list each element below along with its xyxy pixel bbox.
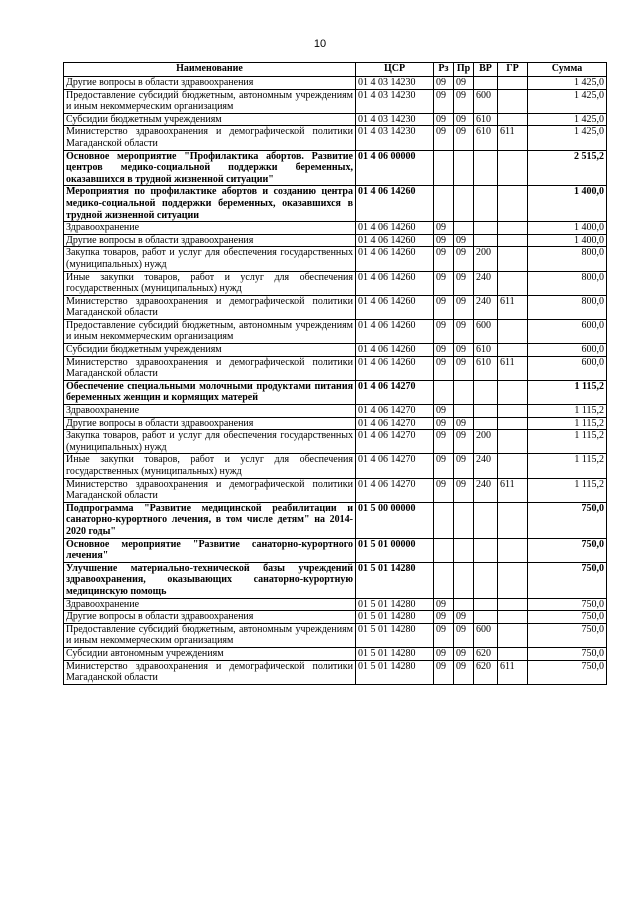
cell-name: Основное мероприятие "Развитие санаторно-курортного лечения" bbox=[64, 538, 356, 562]
cell-name: Другие вопросы в области здравоохранения bbox=[64, 234, 356, 247]
cell-gr bbox=[498, 623, 528, 647]
header-rz: Рз bbox=[434, 63, 454, 77]
cell-sum: 750,0 bbox=[528, 660, 607, 684]
cell-name: Субсидии бюджетным учреждениям bbox=[64, 344, 356, 357]
cell-sum: 750,0 bbox=[528, 611, 607, 624]
cell-pr: 09 bbox=[454, 660, 474, 684]
cell-vr bbox=[474, 598, 498, 611]
cell-name: Министерство здравоохранения и демографической политики Магаданской области bbox=[64, 660, 356, 684]
cell-name: Основное мероприятие "Профилактика абортов. Развитие центров медико-социальной поддержки беременных, оказавшихся в трудной жизненной ситуации" bbox=[64, 150, 356, 186]
cell-sum: 750,0 bbox=[528, 562, 607, 598]
cell-pr: 09 bbox=[454, 234, 474, 247]
cell-rz bbox=[434, 186, 454, 222]
cell-vr: 600 bbox=[474, 89, 498, 113]
cell-gr: 611 bbox=[498, 356, 528, 380]
cell-rz: 09 bbox=[434, 89, 454, 113]
cell-csr: 01 4 03 14230 bbox=[356, 77, 434, 90]
cell-pr: 09 bbox=[454, 89, 474, 113]
cell-csr: 01 5 01 14280 bbox=[356, 598, 434, 611]
table-row bbox=[64, 611, 607, 624]
cell-name: Обеспечение специальными молочными продуктами питания беременных женщин и кормящих матерей bbox=[64, 380, 356, 404]
table-row bbox=[64, 623, 607, 647]
cell-name: Министерство здравоохранения и демографической политики Магаданской области bbox=[64, 295, 356, 319]
cell-gr: 611 bbox=[498, 126, 528, 150]
table-row bbox=[64, 113, 607, 126]
cell-vr bbox=[474, 562, 498, 598]
cell-sum: 750,0 bbox=[528, 623, 607, 647]
cell-pr bbox=[454, 222, 474, 235]
cell-gr bbox=[498, 454, 528, 478]
cell-csr: 01 4 06 14260 bbox=[356, 186, 434, 222]
cell-gr bbox=[498, 405, 528, 418]
cell-sum: 750,0 bbox=[528, 502, 607, 538]
table-row bbox=[64, 271, 607, 295]
table-row bbox=[64, 538, 607, 562]
cell-gr bbox=[498, 222, 528, 235]
cell-pr: 09 bbox=[454, 356, 474, 380]
cell-csr: 01 5 01 14280 bbox=[356, 623, 434, 647]
cell-csr: 01 4 06 14270 bbox=[356, 417, 434, 430]
table-row bbox=[64, 478, 607, 502]
cell-csr: 01 4 03 14230 bbox=[356, 89, 434, 113]
cell-sum: 1 115,2 bbox=[528, 380, 607, 404]
cell-sum: 1 115,2 bbox=[528, 405, 607, 418]
cell-vr: 200 bbox=[474, 247, 498, 271]
cell-csr: 01 4 06 14260 bbox=[356, 344, 434, 357]
cell-sum: 1 400,0 bbox=[528, 234, 607, 247]
cell-vr: 600 bbox=[474, 623, 498, 647]
table-row bbox=[64, 660, 607, 684]
cell-vr: 610 bbox=[474, 356, 498, 380]
cell-rz: 09 bbox=[434, 77, 454, 90]
cell-vr: 620 bbox=[474, 647, 498, 660]
cell-pr: 09 bbox=[454, 113, 474, 126]
cell-rz: 09 bbox=[434, 344, 454, 357]
cell-rz: 09 bbox=[434, 623, 454, 647]
table-row bbox=[64, 430, 607, 454]
cell-name: Министерство здравоохранения и демографической политики Магаданской области bbox=[64, 126, 356, 150]
cell-pr: 09 bbox=[454, 454, 474, 478]
cell-vr: 240 bbox=[474, 295, 498, 319]
cell-pr: 09 bbox=[454, 271, 474, 295]
cell-csr: 01 4 06 14260 bbox=[356, 356, 434, 380]
cell-vr bbox=[474, 234, 498, 247]
cell-pr bbox=[454, 502, 474, 538]
cell-pr: 09 bbox=[454, 247, 474, 271]
table-row bbox=[64, 150, 607, 186]
cell-sum: 1 115,2 bbox=[528, 430, 607, 454]
table-row bbox=[64, 562, 607, 598]
table-row bbox=[64, 186, 607, 222]
cell-gr: 611 bbox=[498, 660, 528, 684]
cell-vr bbox=[474, 417, 498, 430]
cell-rz: 09 bbox=[434, 234, 454, 247]
cell-rz: 09 bbox=[434, 430, 454, 454]
table-header-row bbox=[64, 63, 607, 77]
cell-sum: 800,0 bbox=[528, 295, 607, 319]
cell-vr bbox=[474, 77, 498, 90]
cell-gr bbox=[498, 430, 528, 454]
cell-sum: 750,0 bbox=[528, 598, 607, 611]
cell-csr: 01 4 06 14270 bbox=[356, 454, 434, 478]
cell-csr: 01 4 06 14260 bbox=[356, 247, 434, 271]
cell-name: Закупка товаров, работ и услуг для обеспечения государственных (муниципальных) нужд bbox=[64, 430, 356, 454]
table-body bbox=[64, 77, 607, 685]
cell-rz: 09 bbox=[434, 417, 454, 430]
budget-table bbox=[63, 62, 607, 685]
cell-csr: 01 4 06 14270 bbox=[356, 478, 434, 502]
cell-gr bbox=[498, 502, 528, 538]
cell-pr bbox=[454, 380, 474, 404]
cell-pr bbox=[454, 598, 474, 611]
cell-name: Здравоохранение bbox=[64, 598, 356, 611]
cell-gr bbox=[498, 271, 528, 295]
cell-vr: 600 bbox=[474, 319, 498, 343]
table-row bbox=[64, 405, 607, 418]
cell-gr bbox=[498, 647, 528, 660]
cell-sum: 1 425,0 bbox=[528, 89, 607, 113]
cell-gr: 611 bbox=[498, 295, 528, 319]
cell-name: Закупка товаров, работ и услуг для обеспечения государственных (муниципальных) нужд bbox=[64, 247, 356, 271]
table-row bbox=[64, 380, 607, 404]
cell-gr bbox=[498, 611, 528, 624]
table-row bbox=[64, 222, 607, 235]
cell-csr: 01 4 06 14260 bbox=[356, 234, 434, 247]
cell-rz: 09 bbox=[434, 478, 454, 502]
header-name: Наименование bbox=[64, 63, 356, 77]
cell-vr bbox=[474, 502, 498, 538]
cell-vr bbox=[474, 186, 498, 222]
cell-rz: 09 bbox=[434, 454, 454, 478]
cell-csr: 01 4 06 14270 bbox=[356, 430, 434, 454]
cell-pr bbox=[454, 186, 474, 222]
cell-gr bbox=[498, 89, 528, 113]
table-row bbox=[64, 356, 607, 380]
cell-vr: 610 bbox=[474, 126, 498, 150]
cell-gr bbox=[498, 186, 528, 222]
cell-name: Субсидии автономным учреждениям bbox=[64, 647, 356, 660]
cell-csr: 01 4 06 14260 bbox=[356, 271, 434, 295]
cell-rz: 09 bbox=[434, 405, 454, 418]
table-row bbox=[64, 598, 607, 611]
cell-csr: 01 5 01 14280 bbox=[356, 647, 434, 660]
cell-csr: 01 5 01 14280 bbox=[356, 562, 434, 598]
cell-csr: 01 4 06 00000 bbox=[356, 150, 434, 186]
cell-csr: 01 5 00 00000 bbox=[356, 502, 434, 538]
cell-name: Министерство здравоохранения и демографической политики Магаданской области bbox=[64, 478, 356, 502]
cell-vr: 620 bbox=[474, 660, 498, 684]
cell-sum: 1 425,0 bbox=[528, 126, 607, 150]
cell-csr: 01 5 01 14280 bbox=[356, 611, 434, 624]
table-row bbox=[64, 319, 607, 343]
cell-gr bbox=[498, 150, 528, 186]
cell-gr: 611 bbox=[498, 478, 528, 502]
cell-gr bbox=[498, 234, 528, 247]
table-row bbox=[64, 417, 607, 430]
cell-gr bbox=[498, 380, 528, 404]
cell-rz: 09 bbox=[434, 319, 454, 343]
cell-pr: 09 bbox=[454, 295, 474, 319]
cell-pr: 09 bbox=[454, 319, 474, 343]
page-number: 10 bbox=[313, 38, 327, 50]
cell-csr: 01 4 06 14260 bbox=[356, 222, 434, 235]
cell-pr: 09 bbox=[454, 77, 474, 90]
cell-gr bbox=[498, 562, 528, 598]
cell-sum: 1 400,0 bbox=[528, 222, 607, 235]
cell-pr bbox=[454, 405, 474, 418]
table-row bbox=[64, 502, 607, 538]
cell-sum: 800,0 bbox=[528, 247, 607, 271]
cell-rz: 09 bbox=[434, 271, 454, 295]
cell-csr: 01 4 03 14230 bbox=[356, 126, 434, 150]
cell-name: Субсидии бюджетным учреждениям bbox=[64, 113, 356, 126]
cell-gr bbox=[498, 319, 528, 343]
cell-vr bbox=[474, 405, 498, 418]
cell-csr: 01 4 03 14230 bbox=[356, 113, 434, 126]
cell-csr: 01 4 06 14270 bbox=[356, 405, 434, 418]
cell-gr bbox=[498, 77, 528, 90]
cell-sum: 1 425,0 bbox=[528, 77, 607, 90]
cell-name: Иные закупки товаров, работ и услуг для обеспечения государственных (муниципальных) нужд bbox=[64, 454, 356, 478]
cell-name: Здравоохранение bbox=[64, 222, 356, 235]
cell-name: Мероприятия по профилактике абортов и созданию центра медико-социальной поддержки беременных, оказавшихся в трудной жизненной ситуации bbox=[64, 186, 356, 222]
table-row bbox=[64, 647, 607, 660]
cell-name: Улучшение материально-технической базы учреждений здравоохранения, оказывающих санаторно-курортную медицинскую помощь bbox=[64, 562, 356, 598]
cell-name: Подпрограмма "Развитие медицинской реабилитации и санаторно-курортного лечения, в том числе детям" на 2014-2020 годы" bbox=[64, 502, 356, 538]
cell-pr: 09 bbox=[454, 126, 474, 150]
cell-rz bbox=[434, 538, 454, 562]
cell-rz: 09 bbox=[434, 295, 454, 319]
table-row bbox=[64, 89, 607, 113]
cell-csr: 01 4 06 14260 bbox=[356, 319, 434, 343]
cell-vr: 610 bbox=[474, 113, 498, 126]
cell-vr bbox=[474, 611, 498, 624]
cell-rz: 09 bbox=[434, 247, 454, 271]
cell-gr bbox=[498, 538, 528, 562]
cell-sum: 600,0 bbox=[528, 344, 607, 357]
cell-sum: 1 400,0 bbox=[528, 186, 607, 222]
table-row bbox=[64, 234, 607, 247]
cell-pr: 09 bbox=[454, 623, 474, 647]
table-row bbox=[64, 126, 607, 150]
cell-sum: 1 425,0 bbox=[528, 113, 607, 126]
cell-vr: 240 bbox=[474, 478, 498, 502]
header-csr: ЦСР bbox=[356, 63, 434, 77]
cell-rz: 09 bbox=[434, 598, 454, 611]
cell-csr: 01 5 01 00000 bbox=[356, 538, 434, 562]
cell-rz bbox=[434, 502, 454, 538]
cell-pr: 09 bbox=[454, 417, 474, 430]
cell-rz: 09 bbox=[434, 611, 454, 624]
cell-pr bbox=[454, 150, 474, 186]
cell-pr: 09 bbox=[454, 611, 474, 624]
table-row bbox=[64, 344, 607, 357]
cell-gr bbox=[498, 417, 528, 430]
cell-rz: 09 bbox=[434, 647, 454, 660]
cell-gr bbox=[498, 247, 528, 271]
cell-rz: 09 bbox=[434, 126, 454, 150]
cell-vr bbox=[474, 380, 498, 404]
cell-sum: 600,0 bbox=[528, 319, 607, 343]
cell-name: Другие вопросы в области здравоохранения bbox=[64, 77, 356, 90]
cell-csr: 01 5 01 14280 bbox=[356, 660, 434, 684]
table-row bbox=[64, 247, 607, 271]
cell-vr: 240 bbox=[474, 454, 498, 478]
cell-gr bbox=[498, 344, 528, 357]
cell-name: Здравоохранение bbox=[64, 405, 356, 418]
cell-sum: 750,0 bbox=[528, 538, 607, 562]
cell-pr: 09 bbox=[454, 430, 474, 454]
cell-rz bbox=[434, 150, 454, 186]
cell-name: Другие вопросы в области здравоохранения bbox=[64, 611, 356, 624]
cell-pr: 09 bbox=[454, 344, 474, 357]
cell-gr bbox=[498, 598, 528, 611]
cell-gr bbox=[498, 113, 528, 126]
cell-sum: 600,0 bbox=[528, 356, 607, 380]
table-row bbox=[64, 454, 607, 478]
cell-name: Иные закупки товаров, работ и услуг для обеспечения государственных (муниципальных) нужд bbox=[64, 271, 356, 295]
cell-pr: 09 bbox=[454, 647, 474, 660]
cell-pr: 09 bbox=[454, 478, 474, 502]
cell-rz: 09 bbox=[434, 356, 454, 380]
cell-name: Министерство здравоохранения и демографической политики Магаданской области bbox=[64, 356, 356, 380]
cell-vr bbox=[474, 538, 498, 562]
cell-vr: 240 bbox=[474, 271, 498, 295]
cell-rz: 09 bbox=[434, 660, 454, 684]
header-vr: ВР bbox=[474, 63, 498, 77]
cell-rz: 09 bbox=[434, 113, 454, 126]
cell-csr: 01 4 06 14260 bbox=[356, 295, 434, 319]
cell-rz bbox=[434, 562, 454, 598]
header-gr: ГР bbox=[498, 63, 528, 77]
cell-sum: 1 115,2 bbox=[528, 417, 607, 430]
cell-name: Другие вопросы в области здравоохранения bbox=[64, 417, 356, 430]
table-row bbox=[64, 295, 607, 319]
cell-name: Предоставление субсидий бюджетным, автономным учреждениям и иным некоммерческим организациям bbox=[64, 623, 356, 647]
cell-csr: 01 4 06 14270 bbox=[356, 380, 434, 404]
cell-vr: 200 bbox=[474, 430, 498, 454]
cell-vr bbox=[474, 222, 498, 235]
cell-name: Предоставление субсидий бюджетным, автономным учреждениям и иным некоммерческим организациям bbox=[64, 319, 356, 343]
cell-sum: 2 515,2 bbox=[528, 150, 607, 186]
header-pr: Пр bbox=[454, 63, 474, 77]
cell-sum: 800,0 bbox=[528, 271, 607, 295]
cell-vr bbox=[474, 150, 498, 186]
cell-vr: 610 bbox=[474, 344, 498, 357]
cell-sum: 1 115,2 bbox=[528, 454, 607, 478]
header-sum: Сумма bbox=[528, 63, 607, 77]
cell-pr bbox=[454, 538, 474, 562]
cell-pr bbox=[454, 562, 474, 598]
table-row bbox=[64, 77, 607, 90]
cell-name: Предоставление субсидий бюджетным, автономным учреждениям и иным некоммерческим организациям bbox=[64, 89, 356, 113]
cell-sum: 750,0 bbox=[528, 647, 607, 660]
cell-sum: 1 115,2 bbox=[528, 478, 607, 502]
cell-rz: 09 bbox=[434, 222, 454, 235]
cell-rz bbox=[434, 380, 454, 404]
